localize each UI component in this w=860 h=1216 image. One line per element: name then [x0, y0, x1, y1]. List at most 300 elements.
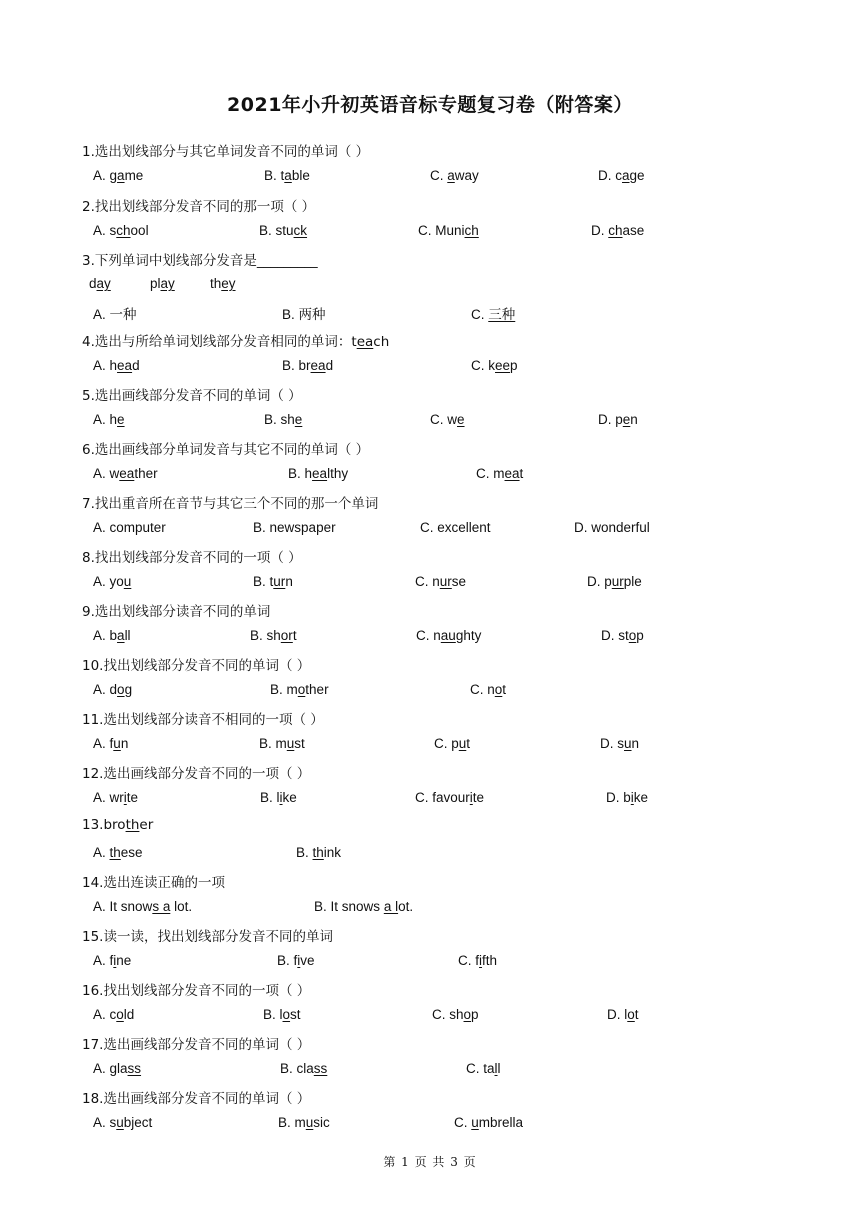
- answer-option: [93, 412, 125, 427]
- text-segment: 一种: [109, 307, 137, 322]
- underlined-segment: u: [113, 736, 121, 751]
- answer-option: [476, 466, 523, 481]
- option-label: B.: [259, 223, 272, 238]
- text-segment: te: [126, 790, 139, 805]
- underlined-segment: i: [113, 953, 117, 968]
- text-segment: ble: [291, 168, 310, 183]
- option-label: A.: [93, 466, 106, 481]
- answer-option: [454, 1115, 523, 1130]
- text-segment: sh: [449, 1007, 464, 1022]
- text-segment: ke: [282, 790, 297, 805]
- question-stem: [82, 438, 369, 458]
- answer-option: [416, 628, 481, 643]
- question-text: 16.找出划线部分发音不同的一项（ ）: [82, 983, 311, 999]
- question-text: 15.读一读，找出划线部分发音不同的单词: [82, 929, 333, 945]
- answer-option: [458, 953, 497, 968]
- text-segment: ne: [116, 953, 132, 968]
- answer-option: [93, 466, 158, 481]
- option-label: B.: [264, 412, 277, 427]
- underlined-segment: ss: [127, 1061, 142, 1076]
- text-segment: sic: [313, 1115, 330, 1130]
- text-segment: w: [447, 412, 458, 427]
- answer-option: [432, 1007, 479, 1022]
- option-label: C.: [415, 574, 429, 589]
- text-segment: 两种: [298, 307, 326, 322]
- question-text: 18.选出画线部分发音不同的单词（ ）: [82, 1091, 311, 1107]
- answer-option: [601, 628, 644, 643]
- text-segment: ke: [633, 790, 649, 805]
- answer-option: [264, 168, 310, 183]
- text-segment: f: [109, 953, 114, 968]
- answer-option: [93, 1061, 141, 1076]
- text-segment: d: [132, 358, 140, 373]
- underlined-segment: i: [123, 790, 127, 805]
- answer-option: [259, 223, 307, 238]
- question-stem: [82, 384, 302, 404]
- text-segment: st: [294, 736, 305, 751]
- answer-option: [471, 358, 518, 373]
- text-segment: ase: [622, 223, 645, 238]
- text-segment: favour: [432, 790, 470, 805]
- text-segment: n: [432, 574, 440, 589]
- text-segment: ch: [373, 334, 390, 350]
- option-label: C.: [416, 628, 430, 643]
- option-label: D.: [574, 520, 588, 535]
- text-segment: er: [139, 817, 154, 833]
- text-segment: sh: [266, 628, 281, 643]
- underlined-segment: e: [294, 412, 303, 427]
- text-segment: s: [109, 223, 117, 238]
- option-label: A.: [93, 790, 106, 805]
- option-label: C.: [415, 790, 429, 805]
- question-text: 6.选出画线部分单词发音与其它不同的单词（ ）: [82, 442, 370, 458]
- underlined-segment: th: [125, 817, 140, 833]
- option-label: A.: [93, 520, 106, 535]
- text-segment: ta: [483, 1061, 495, 1076]
- text-segment: ge: [629, 168, 645, 183]
- answer-option: [574, 520, 650, 535]
- option-label: A.: [93, 412, 106, 427]
- example-word: [150, 276, 175, 291]
- text-segment: s: [617, 736, 625, 751]
- answer-option: [93, 736, 128, 751]
- text-segment: p: [510, 358, 518, 373]
- question-text: 1.选出划线部分与其它单词发音不同的单词（ ）: [82, 144, 370, 160]
- option-label: C.: [430, 168, 444, 183]
- text-segment: th: [210, 276, 222, 291]
- text-segment: b: [623, 790, 631, 805]
- text-segment: l: [497, 1061, 501, 1076]
- question-text: 3.下列单词中划线部分发音是_________: [82, 253, 318, 269]
- answer-option: [93, 1007, 134, 1022]
- text-segment: st: [618, 628, 629, 643]
- text-segment: It snow: [109, 899, 153, 914]
- text-segment: p: [451, 736, 459, 751]
- answer-option: [93, 682, 132, 697]
- underlined-segment: u: [286, 736, 295, 751]
- question-stem: [82, 762, 310, 782]
- underlined-segment: a: [622, 168, 630, 183]
- underlined-segment: o: [117, 682, 125, 697]
- answer-option: [93, 168, 143, 183]
- underlined-segment: ee: [495, 358, 511, 373]
- underlined-segment: u: [116, 1115, 124, 1130]
- option-label: C.: [476, 466, 490, 481]
- text-segment: h: [304, 466, 313, 481]
- text-segment: newspaper: [269, 520, 336, 535]
- text-segment: s: [109, 1115, 117, 1130]
- underlined-segment: a: [117, 168, 125, 183]
- option-label: B.: [277, 953, 290, 968]
- text-segment: t: [269, 574, 274, 589]
- text-segment: t: [519, 466, 524, 481]
- answer-option: [606, 790, 648, 805]
- answer-option: [296, 845, 341, 860]
- text-segment: ve: [300, 953, 315, 968]
- underlined-segment: o: [282, 1007, 291, 1022]
- question-text: 10.找出划线部分发音不同的单词（ ）: [82, 658, 311, 674]
- underlined-segment: ss: [313, 1061, 328, 1076]
- text-segment: h: [109, 412, 118, 427]
- option-label: B.: [263, 1007, 276, 1022]
- answer-option: [264, 412, 302, 427]
- underlined-segment: i: [630, 790, 634, 805]
- answer-option: [282, 358, 333, 373]
- text-segment: ese: [120, 845, 143, 860]
- option-label: D.: [606, 790, 620, 805]
- underlined-segment: u: [458, 736, 467, 751]
- option-label: C.: [454, 1115, 468, 1130]
- text-segment: ld: [123, 1007, 135, 1022]
- answer-option: [93, 358, 140, 373]
- question-stem: [82, 195, 315, 215]
- answer-option: [600, 736, 639, 751]
- text-segment: m: [493, 466, 505, 481]
- underlined-segment: o: [116, 1007, 124, 1022]
- answer-option: [598, 412, 638, 427]
- underlined-segment: i: [279, 790, 283, 805]
- option-label: D.: [587, 574, 601, 589]
- option-label: A.: [93, 899, 106, 914]
- answer-option: [288, 466, 348, 481]
- option-label: A.: [93, 223, 106, 238]
- text-segment: w: [109, 466, 120, 481]
- question-stem: [82, 492, 378, 512]
- option-label: D.: [598, 412, 612, 427]
- text-segment: t: [466, 736, 471, 751]
- option-label: B.: [260, 790, 273, 805]
- text-segment: It snows: [330, 899, 384, 914]
- option-label: B.: [253, 520, 266, 535]
- option-label: A.: [93, 682, 106, 697]
- option-label: D.: [591, 223, 605, 238]
- text-segment: lthy: [327, 466, 349, 481]
- underlined-segment: ch: [608, 223, 623, 238]
- text-segment: wonderful: [591, 520, 650, 535]
- underlined-segment: ay: [96, 276, 111, 291]
- text-segment: ot.: [398, 899, 414, 914]
- answer-option: [250, 628, 297, 643]
- text-segment: sh: [280, 412, 295, 427]
- question-text: 8.找出划线部分发音不同的一项（ ）: [82, 550, 302, 566]
- option-label: B.: [259, 736, 272, 751]
- underlined-segment: e: [117, 412, 125, 427]
- answer-option: [598, 168, 645, 183]
- option-label: A.: [93, 574, 106, 589]
- text-segment: way: [454, 168, 479, 183]
- text-segment: lot.: [170, 899, 193, 914]
- text-segment: p: [636, 628, 644, 643]
- question-stem: [82, 140, 369, 160]
- underlined-segment: ck: [293, 223, 308, 238]
- question-stem: [82, 817, 153, 833]
- answer-option: [93, 845, 143, 860]
- option-label: C.: [418, 223, 432, 238]
- option-label: A.: [93, 953, 106, 968]
- text-segment: ghty: [455, 628, 482, 643]
- example-word: [89, 276, 111, 291]
- underlined-segment: e: [457, 412, 465, 427]
- answer-option: [93, 223, 149, 238]
- text-segment: ool: [130, 223, 149, 238]
- underlined-segment: i: [479, 953, 483, 968]
- text-segment: d: [109, 682, 118, 697]
- underlined-segment: u: [123, 574, 132, 589]
- question-stem: [82, 708, 324, 728]
- option-label: D.: [600, 736, 614, 751]
- underlined-segment: ea: [310, 358, 326, 373]
- page-title: 2021年小升初英语音标专题复习卷（附答案）: [227, 94, 633, 116]
- example-word: [210, 276, 236, 291]
- question-text: 7.找出重音所在音节与其它三个不同的那一个单词: [82, 496, 379, 512]
- text-segment: n: [487, 682, 495, 697]
- text-segment: g: [124, 682, 133, 697]
- answer-option: [591, 223, 644, 238]
- option-label: D.: [598, 168, 612, 183]
- answer-option: [260, 790, 297, 805]
- question-stem: [82, 925, 333, 945]
- answer-option: [314, 899, 413, 914]
- answer-option: [253, 520, 336, 535]
- answer-option: [93, 953, 131, 968]
- answer-option: [415, 574, 466, 589]
- underlined-segment: o: [463, 1007, 472, 1022]
- question-text: 9.选出划线部分读音不同的单词: [82, 604, 271, 620]
- underlined-segment: ea: [119, 466, 135, 481]
- option-label: C.: [432, 1007, 446, 1022]
- option-label: A.: [93, 1061, 106, 1076]
- option-label: D.: [601, 628, 615, 643]
- answer-option: [420, 520, 491, 535]
- underlined-segment: o: [297, 682, 306, 697]
- text-segment: n: [285, 574, 293, 589]
- question-stem: [82, 546, 302, 566]
- question-stem: [82, 1033, 310, 1053]
- text-segment: Muni: [435, 223, 465, 238]
- option-label: B.: [296, 845, 309, 860]
- text-segment: t: [280, 168, 285, 183]
- option-label: C.: [420, 520, 434, 535]
- underlined-segment: au: [440, 628, 456, 643]
- question-stem: [82, 654, 310, 674]
- underlined-segment: ey: [221, 276, 236, 291]
- answer-option: [466, 1061, 501, 1076]
- underlined-segment: ur: [273, 574, 286, 589]
- text-segment: n: [630, 412, 638, 427]
- underlined-segment: ur: [611, 574, 624, 589]
- answer-option: [470, 682, 506, 697]
- text-segment: t: [502, 682, 507, 697]
- page-footer: 第 1 页 共 3 页: [383, 1155, 477, 1169]
- text-segment: l: [279, 1007, 283, 1022]
- answer-option: [277, 953, 315, 968]
- text-segment: t: [292, 628, 297, 643]
- underlined-segment: a: [117, 628, 125, 643]
- question-text: 5.选出画线部分发音不同的单词（ ）: [82, 388, 302, 404]
- text-segment: bject: [123, 1115, 153, 1130]
- answer-option: [93, 1115, 152, 1130]
- text-segment: me: [124, 168, 144, 183]
- underlined-segment: ea: [117, 358, 133, 373]
- underlined-segment: i: [469, 790, 473, 805]
- option-label: A.: [93, 1115, 106, 1130]
- option-label: A.: [93, 307, 106, 322]
- question-stem: [82, 600, 270, 620]
- text-segment: d: [89, 276, 97, 291]
- text-segment: p: [615, 412, 623, 427]
- option-label: A.: [93, 845, 106, 860]
- underlined-segment: o: [628, 628, 637, 643]
- question-text: 2.找出划线部分发音不同的那一项（ ）: [82, 199, 316, 215]
- text-segment: n: [631, 736, 640, 751]
- underlined-segment: a: [447, 168, 455, 183]
- text-segment: n: [120, 736, 129, 751]
- text-segment: f: [109, 736, 114, 751]
- answer-option: [93, 628, 131, 643]
- option-label: C.: [430, 412, 444, 427]
- underlined-segment: ea: [312, 466, 328, 481]
- text-segment: l: [276, 790, 280, 805]
- text-segment: k: [488, 358, 496, 373]
- option-label: B.: [278, 1115, 291, 1130]
- text-segment: p: [604, 574, 612, 589]
- text-segment: wr: [109, 790, 124, 805]
- option-label: B.: [314, 899, 327, 914]
- answer-option: [587, 574, 642, 589]
- text-segment: pl: [150, 276, 161, 291]
- option-label: D.: [607, 1007, 621, 1022]
- answer-option: [93, 574, 131, 589]
- text-segment: f: [475, 953, 480, 968]
- answer-option: [471, 303, 515, 323]
- underlined-segment: a: [284, 168, 292, 183]
- option-label: B.: [282, 358, 295, 373]
- text-segment: l: [624, 1007, 628, 1022]
- option-label: C.: [466, 1061, 480, 1076]
- text-segment: computer: [109, 520, 166, 535]
- text-segment: excellent: [437, 520, 491, 535]
- text-segment: ther: [305, 682, 329, 697]
- underlined-segment: u: [624, 736, 632, 751]
- text-segment: yo: [109, 574, 124, 589]
- option-label: B.: [288, 466, 301, 481]
- underlined-segment: e: [622, 412, 631, 427]
- underlined-segment: ur: [439, 574, 452, 589]
- option-label: A.: [93, 628, 106, 643]
- answer-option: [93, 790, 138, 805]
- text-segment: fth: [482, 953, 498, 968]
- text-segment: n: [433, 628, 441, 643]
- answer-option: [93, 899, 192, 914]
- text-segment: ther: [134, 466, 158, 481]
- text-segment: m: [286, 682, 298, 697]
- underlined-segment: i: [297, 953, 301, 968]
- underlined-segment: ea: [504, 466, 520, 481]
- option-label: C.: [458, 953, 472, 968]
- text-segment: te: [472, 790, 485, 805]
- text-segment: mbrella: [478, 1115, 524, 1130]
- text-segment: p: [471, 1007, 479, 1022]
- underlined-segment: ch: [464, 223, 479, 238]
- question-stem: [82, 871, 225, 891]
- text-segment: st: [290, 1007, 301, 1022]
- option-label: C.: [434, 736, 448, 751]
- underlined-segment: ay: [160, 276, 175, 291]
- option-label: B.: [270, 682, 283, 697]
- text-segment: ll: [124, 628, 131, 643]
- text-segment: t: [634, 1007, 639, 1022]
- underlined-segment: th: [109, 845, 121, 860]
- answer-option: [607, 1007, 639, 1022]
- question-text: 11.选出划线部分读音不相同的一项（ ）: [82, 712, 324, 728]
- underlined-segment: 三种: [488, 307, 516, 322]
- answer-option: [263, 1007, 301, 1022]
- option-label: A.: [93, 358, 106, 373]
- underlined-segment: s a: [152, 899, 171, 914]
- answer-option: [434, 736, 470, 751]
- underlined-segment: o: [627, 1007, 635, 1022]
- question-text: 12.选出画线部分发音不同的一项（ ）: [82, 766, 311, 782]
- text-segment: c: [615, 168, 623, 183]
- text-segment: ink: [323, 845, 342, 860]
- question-text: 17.选出画线部分发音不同的单词（ ）: [82, 1037, 311, 1053]
- underlined-segment: l: [494, 1061, 498, 1076]
- question-text: 4.选出与所给单词划线部分发音相同的单词：t: [82, 334, 357, 350]
- option-label: B.: [280, 1061, 293, 1076]
- underlined-segment: a l: [383, 899, 399, 914]
- underlined-segment: or: [280, 628, 293, 643]
- answer-option: [259, 736, 305, 751]
- option-label: C.: [471, 307, 485, 322]
- option-label: A.: [93, 736, 106, 751]
- option-label: A.: [93, 1007, 106, 1022]
- text-segment: g: [109, 168, 118, 183]
- answer-option: [418, 223, 479, 238]
- question-stem: [82, 1087, 310, 1107]
- text-segment: cla: [296, 1061, 314, 1076]
- answer-option: [93, 520, 166, 535]
- question-text: 13.bro: [82, 817, 126, 833]
- text-segment: ple: [623, 574, 642, 589]
- answer-option: [93, 303, 137, 323]
- underlined-segment: u: [305, 1115, 314, 1130]
- option-label: C.: [471, 358, 485, 373]
- underlined-segment: o: [494, 682, 503, 697]
- answer-option: [270, 682, 329, 697]
- answer-option: [278, 1115, 330, 1130]
- underlined-segment: th: [312, 845, 324, 860]
- question-text: 14.选出连读正确的一项: [82, 875, 225, 891]
